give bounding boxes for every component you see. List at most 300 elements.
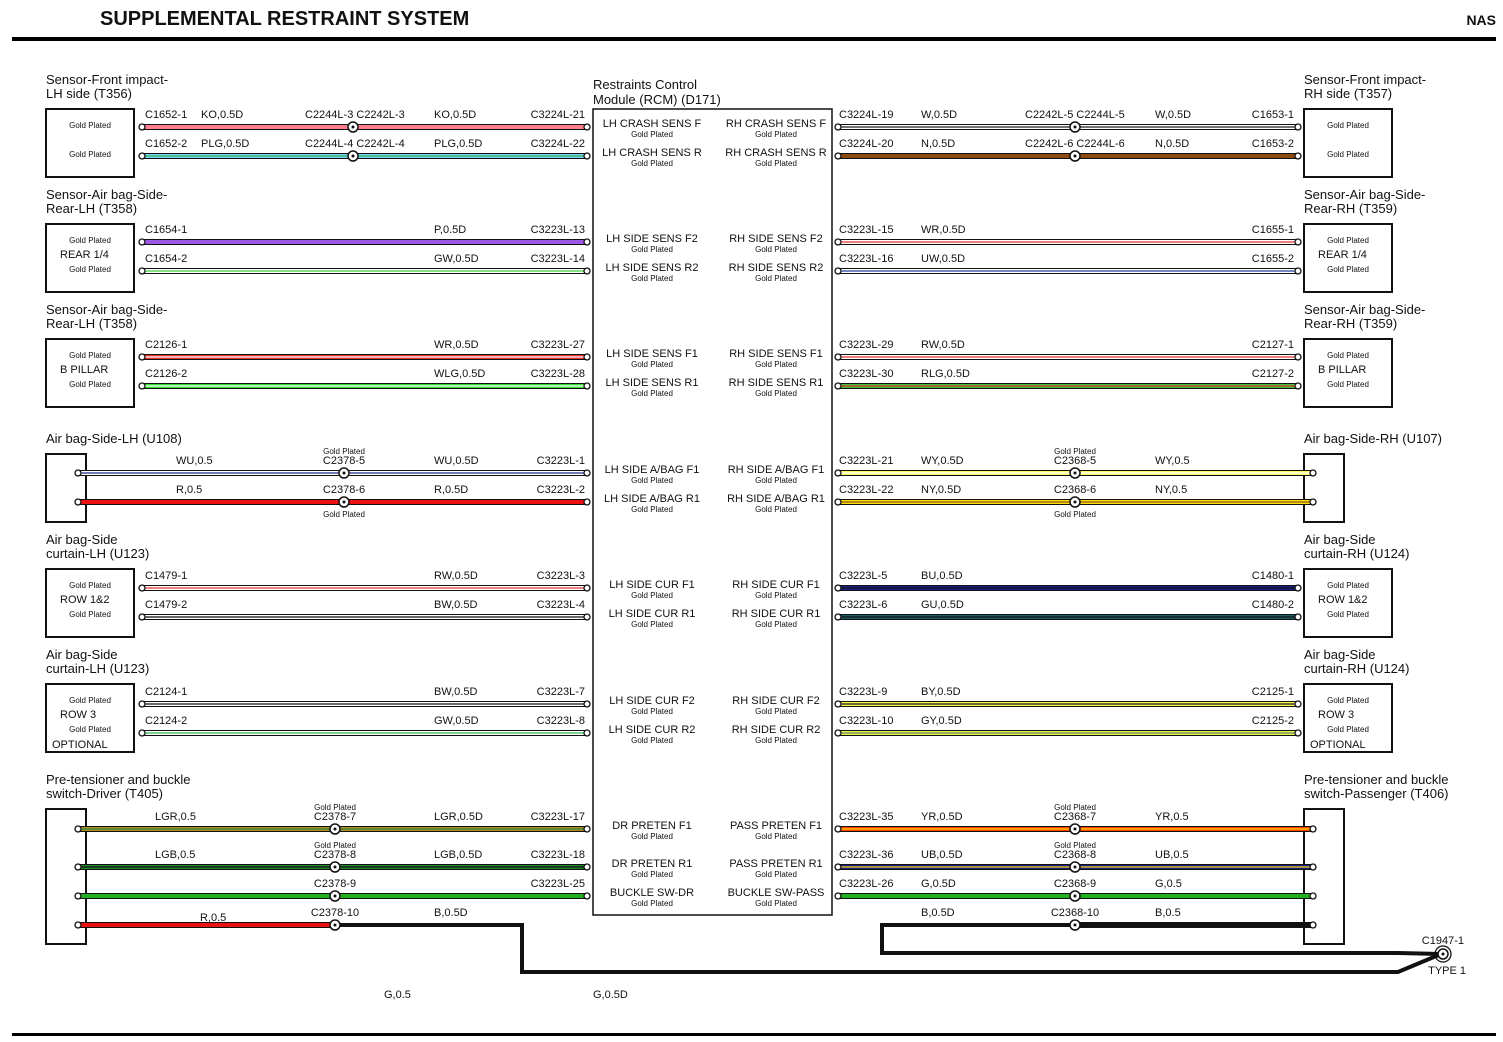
component-connector-label: C2127-1 [1251,339,1294,351]
component-pin [1310,826,1316,832]
wire-code-label: PLG,0.5D [434,138,483,150]
component-title-c5: Sensor-Air bag-Side- [1304,302,1426,317]
component-title-c4: Rear-LH (T358) [46,316,138,331]
rcm-pin-label-left: LH SIDE A/BAG F1 [604,464,700,476]
component-location-c11: ROW 3 [1318,709,1355,721]
inline-connector-center [1074,155,1077,158]
gold-plated-note: Gold Plated [323,447,365,456]
gold-plated-note: Gold Plated [1054,841,1096,850]
wire-code-label: W,0.5D [921,109,958,121]
gold-plated-note: Gold Plated [69,150,111,159]
wire-code-label: PLG,0.5D [201,138,250,150]
rcm-pin-label-left: LH SIDE CUR F1 [609,579,695,591]
gold-plated-note: Gold Plated [1327,150,1369,159]
component-pin [1310,922,1316,928]
rcm-pin-label-right: RH SIDE SENS F2 [729,233,823,245]
wire-code-label: W,0.5D [1155,109,1192,121]
rcm-pin-label-left: DR PRETEN R1 [611,858,693,870]
gold-plated-note: Gold Plated [755,736,797,745]
rcm-pin-label-right: PASS PRETEN R1 [729,858,823,870]
rcm-connector-label: C3223L-1 [536,455,585,467]
gold-plated-note: Gold Plated [755,274,797,283]
wire-code-label: WR,0.5D [434,339,479,351]
wire-code-label: LGB,0.5 [155,849,196,861]
component-box-c0 [46,109,134,177]
component-connector-label: C1653-1 [1251,109,1294,121]
wire-code-label: G,0.5D [921,878,956,890]
component-connector-label: C2125-2 [1251,715,1294,727]
component-title-c11: Air bag-Side [1304,647,1376,662]
rcm-pin [835,470,841,476]
rcm-connector-label: C3223L-14 [530,253,585,265]
gold-plated-note: Gold Plated [1327,351,1369,360]
component-connector-label: C1480-2 [1251,599,1294,611]
gold-plated-note: Gold Plated [755,591,797,600]
wire-code-label: LGR,0.5D [434,811,483,823]
rcm-pin [835,354,841,360]
component-pin [139,585,145,591]
wire-code-label: R,0.5 [176,484,203,496]
component-location-c9: ROW 1&2 [1318,594,1368,606]
rcm-connector-label: C3223L-7 [536,686,585,698]
gold-plated-note: Gold Plated [69,610,111,619]
gold-plated-note: Gold Plated [1327,581,1369,590]
wire-code-label: BU,0.5D [921,570,963,582]
gold-plated-note: Gold Plated [1054,803,1096,812]
component-location-c8: ROW 1&2 [60,594,110,606]
rcm-pin [835,268,841,274]
gold-plated-note: Gold Plated [755,245,797,254]
rcm-pin [835,383,841,389]
rcm-pin-label-right: RH CRASH SENS R [725,147,827,159]
component-pin [1295,614,1301,620]
component-box-c7 [1304,454,1344,522]
wire-code-label: UB,0.5D [921,849,963,861]
wire-code-label: BY,0.5D [921,686,961,698]
rcm-pin-label-right: BUCKLE SW-PASS [727,887,825,899]
component-title-c13: Pre-tensioner and buckle [1304,772,1449,787]
component-location-c5: B PILLAR [1318,364,1367,376]
component-pin [139,153,145,159]
rcm-title-2: Module (RCM) (D171) [593,92,721,107]
component-pin [139,614,145,620]
rcm-connector-label: C3224L-21 [530,109,585,121]
component-pin [1295,730,1301,736]
top-rule [12,37,1496,41]
component-pin [1295,124,1301,130]
wire-code-label: WY,0.5 [1155,455,1190,467]
rcm-pin [835,864,841,870]
inline-connector-label: C2242L-5 C2244L-5 [1025,109,1125,121]
rcm-pin-label-right: RH SIDE CUR R2 [731,724,821,736]
gold-plated-note: Gold Plated [1327,696,1369,705]
gold-plated-note: Gold Plated [631,505,673,514]
component-title-c1: RH side (T357) [1304,86,1393,101]
ground-wire-code: G,0.5 [384,989,411,1001]
inline-connector-center [1074,895,1077,898]
rcm-pin [584,826,590,832]
inline-connector-label: C2378-9 [313,878,357,890]
component-box-c6 [46,454,86,522]
rcm-pin-label-right: RH SIDE SENS R1 [728,377,824,389]
component-pin [139,701,145,707]
rcm-title: Restraints Control [593,77,698,92]
component-connector-label: C1652-2 [145,138,188,150]
rcm-connector-label: C3224L-20 [839,138,894,150]
rcm-connector-label: C3223L-2 [536,484,585,496]
rcm-pin-label-left: LH SIDE SENS R2 [605,262,699,274]
page-title: SUPPLEMENTAL RESTRAINT SYSTEM [100,8,470,30]
component-pin [75,893,81,899]
wire-code-label: YR,0.5D [921,811,963,823]
rcm-pin-label-right: RH SIDE CUR R1 [731,608,821,620]
gold-plated-note: Gold Plated [69,380,111,389]
ground-connector-label: C1947-1 [1421,935,1464,947]
component-pin [1310,470,1316,476]
component-pin [75,826,81,832]
gold-plated-note: Gold Plated [755,505,797,514]
component-title-c13: switch-Passenger (T406) [1304,786,1449,801]
inline-connector-center [1074,126,1077,129]
component-pin [139,239,145,245]
gold-plated-note: Gold Plated [314,841,356,850]
rcm-connector-label: C3223L-18 [530,849,585,861]
component-title-c6: Air bag-Side-LH (U108) [46,431,182,446]
rcm-connector-label: C3223L-16 [839,253,894,265]
wire-code-label: B,0.5D [921,907,955,919]
rcm-connector-label: C3223L-8 [536,715,585,727]
component-title-c10: Air bag-Side [46,647,118,662]
ground-type-label: TYPE 1 [1428,965,1466,977]
rcm-pin [584,153,590,159]
rcm-connector-label: C3223L-13 [530,224,585,236]
gold-plated-note: Gold Plated [1054,510,1096,519]
wire-code-label: WLG,0.5D [434,368,486,380]
rcm-connector-label: C3223L-28 [530,368,585,380]
component-optional-c11: OPTIONAL [1310,739,1366,751]
wire-code-label: GW,0.5D [434,715,479,727]
inline-connector-label: C2368-6 [1053,484,1097,496]
rcm-pin [835,124,841,130]
rcm-pin-label-right: RH SIDE CUR F2 [732,695,820,707]
component-pin [75,499,81,505]
rcm-pin-label-left: LH SIDE A/BAG R1 [604,493,700,505]
gold-plated-note: Gold Plated [1327,725,1369,734]
gold-plated-note: Gold Plated [69,265,111,274]
wire-code-label: BW,0.5D [434,599,478,611]
rcm-pin [584,354,590,360]
component-connector-label: C1652-1 [145,109,188,121]
wire-code-label: BW,0.5D [434,686,478,698]
gold-plated-note: Gold Plated [69,351,111,360]
inline-connector-label: C2242L-6 C2244L-6 [1025,138,1125,150]
component-title-c4: Sensor-Air bag-Side- [46,302,168,317]
wire-code-label: N,0.5D [921,138,956,150]
wire-code-label: R,0.5 [200,912,227,924]
rcm-pin [584,383,590,389]
component-title-c0: Sensor-Front impact- [46,72,169,87]
component-title-c0: LH side (T356) [46,86,132,101]
rcm-pin-label-right: PASS PRETEN F1 [729,820,823,832]
wire-code-label: RW,0.5D [921,339,965,351]
wire-code-label: B,0.5 [1155,907,1181,919]
component-location-c3: REAR 1/4 [1318,249,1367,261]
inline-connector-label: C2244L-4 C2242L-4 [305,138,405,150]
rcm-pin [835,239,841,245]
gold-plated-note: Gold Plated [755,620,797,629]
gold-plated-note: Gold Plated [755,899,797,908]
rcm-pin [584,730,590,736]
gold-plated-note: Gold Plated [755,707,797,716]
wire-code-label: LGB,0.5D [434,849,483,861]
inline-connector-center [1074,472,1077,475]
inline-connector-label: C2244L-3 C2242L-3 [305,109,405,121]
gold-plated-note: Gold Plated [631,899,673,908]
component-box-c1 [1304,109,1392,177]
gold-plated-note: Gold Plated [1327,265,1369,274]
rcm-pin [835,499,841,505]
rcm-pin [584,893,590,899]
gold-plated-note: Gold Plated [755,159,797,168]
wire-code-label: UW,0.5D [921,253,966,265]
component-pin [1295,585,1301,591]
rcm-pin [584,124,590,130]
component-pin [139,124,145,130]
inline-connector-label: C2378-6 [322,484,366,496]
inline-connector-center [334,828,337,831]
gold-plated-note: Gold Plated [631,707,673,716]
wire-code-label: G,0.5 [1155,878,1182,890]
component-title-c2: Sensor-Air bag-Side- [46,187,168,202]
component-pin [75,864,81,870]
gold-plated-note: Gold Plated [631,159,673,168]
rcm-connector-label: C3223L-3 [536,570,585,582]
gold-plated-note: Gold Plated [1327,610,1369,619]
component-title-c5: Rear-RH (T359) [1304,316,1398,331]
rcm-connector-label: C3223L-9 [839,686,888,698]
component-title-c9: Air bag-Side [1304,532,1376,547]
wire-code-label: N,0.5D [1155,138,1190,150]
component-connector-label: C2126-2 [145,368,188,380]
rcm-connector-label: C3223L-25 [530,878,585,890]
gold-plated-note: Gold Plated [323,510,365,519]
component-connector-label: C2124-2 [145,715,188,727]
rcm-pin-label-left: LH SIDE CUR R1 [608,608,696,620]
component-connector-label: C1480-1 [1251,570,1294,582]
gold-plated-note: Gold Plated [1327,121,1369,130]
gold-plated-note: Gold Plated [1054,447,1096,456]
ground-wire-code: G,0.5D [593,989,628,1001]
rcm-pin-label-right: RH SIDE SENS F1 [729,348,823,360]
component-pin [1310,893,1316,899]
component-title-c12: Pre-tensioner and buckle [46,772,191,787]
component-title-c2: Rear-LH (T358) [46,201,138,216]
rcm-connector-label: C3223L-27 [530,339,585,351]
component-pin [1310,864,1316,870]
wire-code-label: LGR,0.5 [155,811,196,823]
rcm-connector-label: C3223L-6 [839,599,888,611]
component-pin [139,730,145,736]
rcm-connector-label: C3223L-29 [839,339,894,351]
component-title-c8: Air bag-Side [46,532,118,547]
rcm-connector-label: C3223L-36 [839,849,894,861]
rcm-connector-label: C3223L-4 [536,599,585,611]
gold-plated-note: Gold Plated [631,832,673,841]
component-title-c10: curtain-LH (U123) [46,661,150,676]
inline-connector-label: C2378-10 [310,907,360,919]
gold-plated-note: Gold Plated [69,236,111,245]
wire-code-label: GY,0.5D [921,715,962,727]
component-pin [139,383,145,389]
component-connector-label: C1479-2 [145,599,188,611]
wire-code-label: NY,0.5 [1155,484,1188,496]
component-pin [1310,499,1316,505]
component-pin [1295,153,1301,159]
rcm-pin-label-left: LH SIDE SENS R1 [605,377,699,389]
gold-plated-note: Gold Plated [631,870,673,879]
gold-plated-note: Gold Plated [631,389,673,398]
component-location-c2: REAR 1/4 [60,249,109,261]
rcm-pin [584,585,590,591]
rcm-pin [584,239,590,245]
component-pin [1295,354,1301,360]
wire-code-label: WR,0.5D [921,224,966,236]
rcm-pin [584,499,590,505]
inline-connector-label: C2368-5 [1053,455,1097,467]
rcm-pin [835,893,841,899]
component-connector-label: C1479-1 [145,570,188,582]
component-connector-label: C1654-1 [145,224,188,236]
component-title-c8: curtain-LH (U123) [46,546,150,561]
component-pin [139,354,145,360]
wire-code-label: WY,0.5D [921,455,964,467]
wire-code-label: KO,0.5D [201,109,244,121]
component-connector-label: C2126-1 [145,339,188,351]
component-location-c10: ROW 3 [60,709,97,721]
gold-plated-note: Gold Plated [755,389,797,398]
rcm-pin-label-left: LH CRASH SENS F [602,118,702,130]
bottom-rule [12,1033,1496,1036]
gold-plated-note: Gold Plated [631,591,673,600]
ground-wire [340,925,1441,972]
rcm-pin-label-right: RH SIDE CUR F1 [732,579,820,591]
gold-plated-note: Gold Plated [631,620,673,629]
rcm-pin [584,268,590,274]
gold-plated-note: Gold Plated [69,581,111,590]
rcm-connector-label: C3224L-22 [530,138,585,150]
component-connector-label: C1654-2 [145,253,188,265]
wire-code-label: B,0.5D [434,907,468,919]
rcm-pin-label-left: LH CRASH SENS R [602,147,702,159]
component-pin [1295,383,1301,389]
wire-code-label: GU,0.5D [921,599,964,611]
inline-connector-label: C2378-5 [322,455,366,467]
gold-plated-note: Gold Plated [631,245,673,254]
wire-code-label: P,0.5D [434,224,467,236]
component-pin [1295,239,1301,245]
inline-connector-label: C2368-9 [1053,878,1097,890]
inline-connector-center [334,895,337,898]
component-title-c1: Sensor-Front impact- [1304,72,1427,87]
rcm-connector-label: C3223L-26 [839,878,894,890]
wire-code-label: RLG,0.5D [921,368,970,380]
component-title-c7: Air bag-Side-RH (U107) [1304,431,1442,446]
component-pin [75,470,81,476]
component-location-c4: B PILLAR [60,364,109,376]
rcm-connector-label: C3224L-19 [839,109,894,121]
rcm-pin [835,153,841,159]
gold-plated-note: Gold Plated [755,832,797,841]
gold-plated-note: Gold Plated [631,736,673,745]
rcm-pin-label-right: RH SIDE A/BAG R1 [727,493,825,505]
inline-connector-label: C2368-7 [1053,811,1097,823]
inline-connector-center [334,924,337,927]
component-title-c12: switch-Driver (T405) [46,786,164,801]
rcm-pin [835,585,841,591]
wire-code-label: WU,0.5D [434,455,479,467]
inline-connector-center [334,866,337,869]
wire-code-label: NY,0.5D [921,484,962,496]
inline-connector-label: C2378-7 [313,811,357,823]
rcm-pin [835,614,841,620]
rcm-connector-label: C3223L-5 [839,570,888,582]
gold-plated-note: Gold Plated [755,360,797,369]
gold-plated-note: Gold Plated [1327,380,1369,389]
rcm-connector-label: C3223L-17 [530,811,585,823]
rcm-pin-label-left: LH SIDE SENS F1 [606,348,698,360]
component-connector-label: C2125-1 [1251,686,1294,698]
rcm-pin [835,826,841,832]
component-connector-label: C1655-1 [1251,224,1294,236]
rcm-pin-label-right: RH CRASH SENS F [725,118,827,130]
component-pin [1295,268,1301,274]
component-pin [139,268,145,274]
rcm-pin-label-right: RH SIDE SENS R2 [728,262,824,274]
wire-code-label: UB,0.5 [1155,849,1189,861]
wire-code-label: GW,0.5D [434,253,479,265]
component-connector-label: C2127-2 [1251,368,1294,380]
rcm-connector-label: C3223L-30 [839,368,894,380]
rcm-pin [835,701,841,707]
wire-code-label: WU,0.5 [176,455,213,467]
rcm-pin [584,614,590,620]
wire-code-label: YR,0.5 [1155,811,1189,823]
rcm-pin-label-left: LH SIDE CUR R2 [608,724,696,736]
gold-plated-note: Gold Plated [755,870,797,879]
gold-plated-note: Gold Plated [755,476,797,485]
inline-connector-center [352,126,355,129]
wire-code-label: KO,0.5D [434,109,477,121]
inline-connector-label: C2368-10 [1050,907,1100,919]
wire-code-label: R,0.5D [434,484,469,496]
rcm-pin-label-left: LH SIDE CUR F2 [609,695,695,707]
rcm-connector-label: C3223L-15 [839,224,894,236]
inline-connector-center [1074,501,1077,504]
component-connector-label: C1653-2 [1251,138,1294,150]
rcm-pin-label-left: LH SIDE SENS F2 [606,233,698,245]
rcm-connector-label: C3223L-22 [839,484,894,496]
gold-plated-note: Gold Plated [1327,236,1369,245]
rcm-pin-label-left: DR PRETEN F1 [612,820,692,832]
gold-plated-note: Gold Plated [631,476,673,485]
component-title-c3: Rear-RH (T359) [1304,201,1398,216]
inline-connector-center [1074,924,1077,927]
gold-plated-note: Gold Plated [314,803,356,812]
gold-plated-note: Gold Plated [631,274,673,283]
component-connector-label: C1655-2 [1251,253,1294,265]
inline-connector-label: C2378-8 [313,849,357,861]
rcm-pin [584,470,590,476]
